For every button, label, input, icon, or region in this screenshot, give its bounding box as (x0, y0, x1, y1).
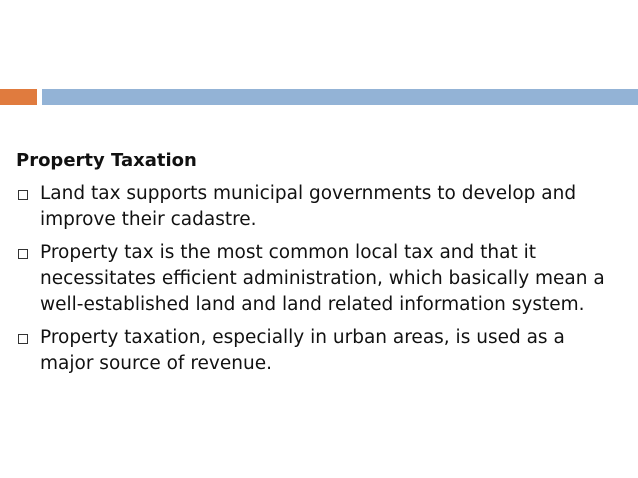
header-accent-orange-bar (0, 89, 37, 105)
slide-body (16, 148, 616, 384)
hollow-square-bullet-icon (18, 334, 28, 344)
bullet-text: Land tax supports municipal governments to develop and improve their cadastre. (40, 183, 577, 230)
bullet-text: Property taxation, especially in urban areas, is used as a major source of revenue. (40, 327, 565, 374)
bullet-text: Property tax is the most common local tax and that it necessitates efficient administration, which basically mean a well-established land and land related information system. (40, 242, 605, 315)
hollow-square-bullet-icon (18, 190, 28, 200)
slide-heading: Property Taxation (16, 150, 197, 171)
bullet-item (16, 240, 616, 318)
hollow-square-bullet-icon (18, 249, 28, 259)
bullet-item (16, 181, 616, 233)
header-accent-blue-bar (42, 89, 638, 105)
bullet-list (16, 181, 616, 377)
bullet-item (16, 325, 616, 377)
